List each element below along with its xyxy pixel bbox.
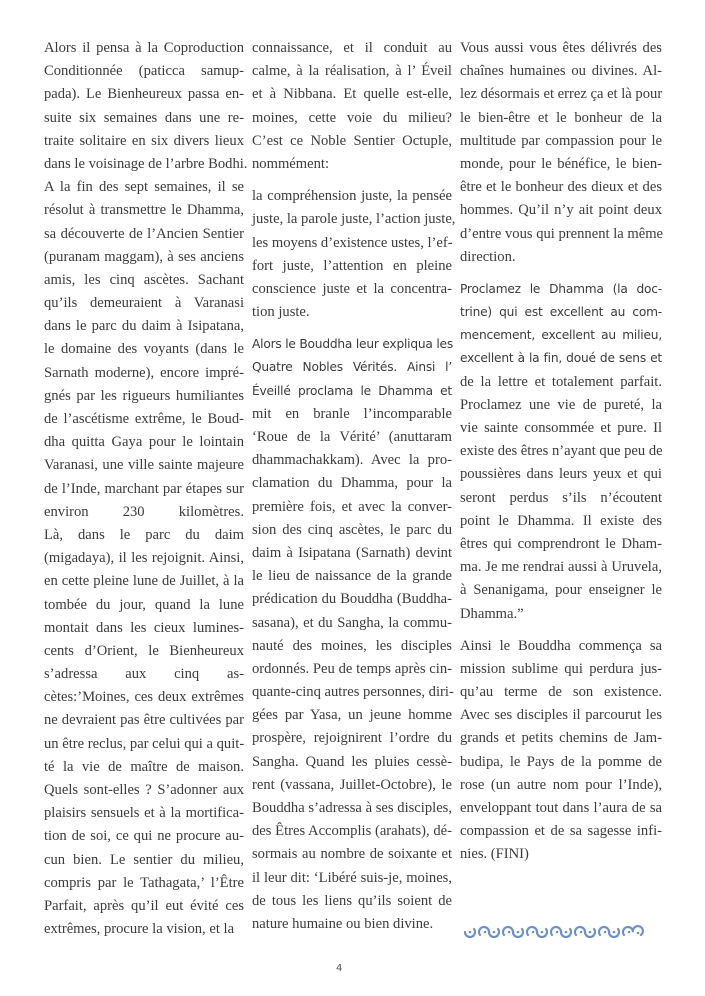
text-line: point le Dhamma. Il existe des xyxy=(460,512,662,529)
text-line: résolut à transmettre le Dhamma, xyxy=(44,202,244,219)
text-line: prédication du Bouddha (Buddha- xyxy=(252,591,452,608)
text-line: et à Nibbana. Et quelle est-elle, xyxy=(252,86,452,103)
text-line: té la vie de maître de maison. xyxy=(44,758,244,775)
text-line: (migadaya), il les rejoignit. Ainsi, xyxy=(44,550,244,567)
text-line: existe des êtres n’ayant que peu de xyxy=(460,443,663,460)
wave-ornament-icon xyxy=(461,923,647,941)
text-line: excellent à la fin, doué de sens et xyxy=(460,351,662,366)
text-line: ne devraient pas être cultivées par xyxy=(44,712,244,729)
text-line: mit en branle l’incomparable xyxy=(252,405,452,422)
text-line: juste, la parole juste, l’action juste, xyxy=(252,211,456,228)
text-line: les moyens d’existence ustes, l’ef- xyxy=(252,234,453,251)
text-line: en cette pleine lune de Juillet, à la xyxy=(44,573,244,590)
text-line: C’est ce Noble Sentier Octuple, xyxy=(252,132,452,149)
text-line: moines, cette voie du milieu? xyxy=(252,109,452,126)
text-line: gnés par les rigueurs humiliantes xyxy=(44,387,244,404)
text-line: cents d’Orient, le Bienheureux xyxy=(44,642,244,659)
text-line: ‘Roue de la Vérité’ (anuttaram xyxy=(252,429,452,445)
text-line: Varanasi, une ville sainte majeure xyxy=(44,457,244,474)
text-line: ma. Je me rendrai aussi à Uruvela, xyxy=(460,559,662,576)
text-line: daim à Isipatana (Sarnath) devint xyxy=(252,544,452,561)
text-line: rent (vassana, Juillet-Octobre), le xyxy=(252,776,452,793)
text-line: le domaine des voyants (dans le xyxy=(44,341,244,358)
text-column-middle xyxy=(252,37,456,936)
paragraph-delivered xyxy=(460,37,662,269)
text-line: amis, les cinq ascètes. Sachant xyxy=(44,271,244,288)
text-line: première fois, et avec la conver- xyxy=(252,498,452,515)
text-line: de l’Inde, marchant par étapes sur xyxy=(44,480,244,497)
text-line: la compréhension juste, la pensée xyxy=(252,188,452,205)
text-line: (puranam maggam), à ses anciens xyxy=(44,248,244,265)
text-line: qu’ils demeuraient à Varanasi xyxy=(44,295,244,312)
text-line: cètes:’Moines, ces deux extrêmes xyxy=(44,689,244,706)
text-line: Dhamma.” xyxy=(460,605,524,622)
paragraph-gap xyxy=(252,324,452,333)
text-line: de la lettre et totalement parfait. xyxy=(460,373,662,390)
text-line: tion de soi, ce qui ne procure au- xyxy=(44,828,244,845)
text-line: le bien-être et le bonheur de la xyxy=(460,109,662,126)
text-line: Conditionnée (paticca samup- xyxy=(44,63,244,80)
text-line: seront perdus s’ils n’écoutent xyxy=(460,489,662,506)
text-line: dhammachakkam). Avec la pro- xyxy=(252,452,452,469)
text-line: sormais au nombre de soixante et xyxy=(252,846,452,863)
text-line: tion juste. xyxy=(252,304,310,321)
paragraph-gap xyxy=(460,626,662,635)
text-line: quante-cinq autres personnes, diri- xyxy=(252,684,454,701)
text-line: vie sainte consommée et pure. Il xyxy=(460,420,662,436)
text-line: Ainsi le Bouddha commença sa xyxy=(460,637,662,654)
text-line: dans le voisinage de l’arbre Bodhi. xyxy=(44,155,248,172)
text-line: il leur dit: ‘Libéré suis-je, moines, xyxy=(252,869,452,886)
text-line: Vous aussi vous êtes délivrés des xyxy=(460,40,662,56)
paragraph-eightfold-list xyxy=(252,185,456,324)
text-line: Bouddha s’adressa à ses disciples, xyxy=(252,800,452,816)
text-line: Parfait, après qu’il eut évité ces xyxy=(44,897,244,914)
paragraph-noble-path-intro xyxy=(252,37,452,176)
text-line: Quatre Nobles Vérités. Ainsi l’ xyxy=(252,360,452,375)
text-line: connaissance, et il conduit au xyxy=(252,40,452,56)
text-line: rose (un autre nom pour l’Inde), xyxy=(460,776,662,793)
text-line: hommes. Qu’il n’y ait point deux xyxy=(460,202,662,219)
text-line: sion des cinq ascètes, le parc du xyxy=(252,521,452,538)
text-line: Là, dans le parc du daim xyxy=(44,526,244,543)
text-line: nies. (FINI) xyxy=(460,846,529,863)
text-line: montait dans les cieux lumines- xyxy=(44,619,244,636)
text-line: pada). Le Bienheureux passa en- xyxy=(44,86,244,103)
text-line: sa découverte de l’Ancien Sentier xyxy=(44,225,244,242)
paragraph-gap xyxy=(252,176,452,185)
text-line: suite six semaines dans une re- xyxy=(44,109,244,126)
text-line: dans le parc du daim à Isipatana, xyxy=(44,318,244,335)
text-line: Alors le Bouddha leur expliqua les xyxy=(252,337,453,352)
text-line: Alors il pensa à la Coproduction xyxy=(44,40,244,56)
text-line: Proclamez une vie de pureté, la xyxy=(460,396,662,413)
text-line: cun bien. Le sentier du milieu, xyxy=(44,851,244,868)
text-line: être et le bonheur des dieux et des xyxy=(460,179,662,196)
text-line: traite solitaire en six divers lieux xyxy=(44,132,244,149)
text-line: le lieu de naissance de la grande xyxy=(252,568,452,585)
text-column-left xyxy=(44,37,248,941)
paragraph-coproduction xyxy=(44,37,248,941)
text-line: calme, à la réalisation, à l’ Éveil xyxy=(252,63,452,80)
text-line: environ 230 kilomètres. xyxy=(44,503,244,520)
text-line: d’entre vous qui prennent la même xyxy=(460,225,664,242)
text-line: mencement, excellent au milieu, xyxy=(460,328,662,343)
text-line: grands et petits chemins de Jam- xyxy=(460,730,662,747)
text-line: Éveillé proclama le Dhamma et xyxy=(252,383,452,398)
text-line: monde, pour le bénéfice, le bien- xyxy=(460,155,662,172)
paragraph-gap xyxy=(460,269,662,278)
text-line: nauté des moines, les disciples xyxy=(252,637,452,654)
text-line: Sangha. Quand les pluies cessè- xyxy=(252,753,452,770)
text-line: chaînes humaines ou divines. Al- xyxy=(460,63,662,80)
text-line: budipa, le Pays de la pomme de xyxy=(460,753,662,770)
text-line: tombée du jour, quand la lune xyxy=(44,596,244,613)
text-line: qu’au terme de son existence. xyxy=(460,684,662,701)
text-line: prospère, rejoignirent l’ordre du xyxy=(252,730,452,747)
text-line: ordonnés. Peu de temps après cin- xyxy=(252,660,452,677)
text-line: dha quitta Gaya pour le lointain xyxy=(44,434,244,451)
text-line: compris par le Tathagata,’ l’Être xyxy=(44,874,244,891)
text-line: nommément: xyxy=(252,155,330,172)
text-line: conscience juste et la concentra- xyxy=(252,280,452,297)
text-line: poussières dans leurs yeux et qui xyxy=(460,466,662,483)
text-line: Proclamez le Dhamma (la doc- xyxy=(460,281,662,296)
text-line: des Êtres Accomplis (arahats), dé- xyxy=(252,823,452,840)
text-line: gées par Yasa, un jeune homme xyxy=(252,707,452,724)
text-line: extrêmes, procure la vision, et la xyxy=(44,921,235,938)
text-line: Sarnath moderne), encore impré- xyxy=(44,364,244,381)
text-line: compassion et de sa sagesse infi- xyxy=(460,823,662,840)
paragraph-proclaim-dhamma xyxy=(460,278,662,626)
text-line: de tous les liens qu’ils soient de xyxy=(252,892,452,909)
text-line: de l’ascétisme extrême, le Boud- xyxy=(44,411,244,427)
text-line: lez désormais et errez ça et là pour xyxy=(460,86,663,103)
text-line: un être reclus, par celui qui a quit- xyxy=(44,735,245,752)
page-number: 4 xyxy=(336,963,343,974)
text-line: à Senanigama, pour enseigner le xyxy=(460,582,662,599)
text-line: plaisirs sensuels et à la mortifica- xyxy=(44,805,244,822)
text-line: multitude par compassion pour le xyxy=(460,132,662,149)
text-line: mission sublime qui perdura jus- xyxy=(460,660,662,677)
text-line: A la fin des sept semaines, il se xyxy=(44,179,244,196)
paragraph-four-truths xyxy=(252,333,452,936)
paragraph-mission xyxy=(460,635,662,867)
text-line: fort juste, l’attention en pleine xyxy=(252,257,452,274)
text-line: trine) qui est excellent au com- xyxy=(460,305,662,320)
text-line: Avec ses disciples il parcourut les xyxy=(460,707,662,724)
text-line: enveloppant tout dans l’aura de sa xyxy=(460,800,662,816)
text-line: sasana), et du Sangha, la commu- xyxy=(252,614,452,631)
text-line: nature humaine ou bien divine. xyxy=(252,915,434,932)
text-line: clamation du Dhamma, pour la xyxy=(252,475,452,492)
text-line: Quels sont-elles ? S’adonner aux xyxy=(44,782,244,798)
text-column-right xyxy=(460,37,662,867)
text-line: s’adressa aux cinq as- xyxy=(44,666,244,683)
text-line: êtres qui comprendront le Dham- xyxy=(460,535,662,552)
text-line: direction. xyxy=(460,248,516,265)
